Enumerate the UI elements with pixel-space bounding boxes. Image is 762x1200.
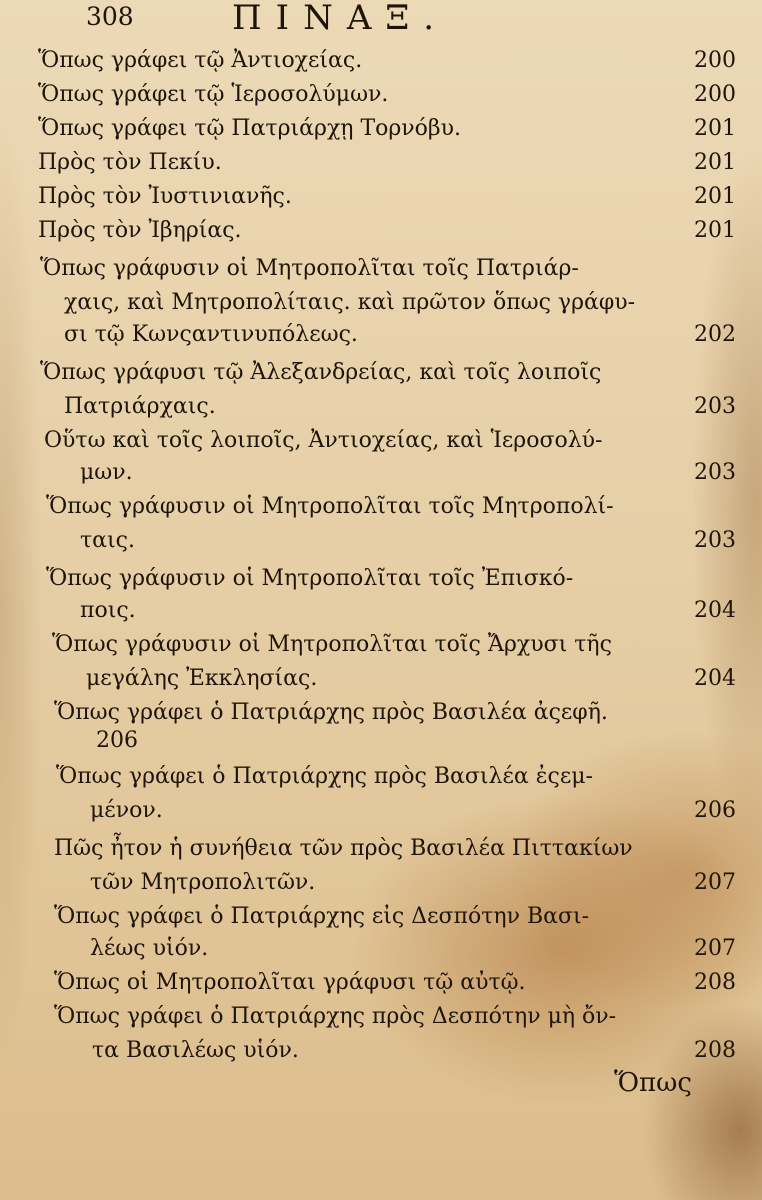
toc-entry: [0, 214, 762, 248]
entry-page-number: 208: [694, 1038, 736, 1063]
catchword: Ὅπως: [614, 1068, 692, 1098]
toc-entry-line: [0, 490, 762, 524]
entry-page-number: 206: [96, 728, 138, 753]
entry-text: Ὅπως γράφει ὁ Πατριάρχης πρὸς Βασιλέα ἀςεφῆ.: [54, 700, 608, 725]
entry-text: λέως υἱόν.: [90, 936, 209, 961]
entry-text: μένον.: [90, 798, 163, 823]
entry-text: Ὅπως γράφυσι τῷ Ἀλεξανδρείας, καὶ τοῖς λοιποῖς: [40, 360, 602, 385]
toc-entry-line: [0, 424, 762, 458]
entry-text: ποις.: [80, 598, 136, 623]
entry-page-number: 207: [694, 936, 736, 961]
running-title: ΠΙΝΑΞ.: [232, 0, 449, 38]
entry-page-number: 201: [694, 218, 736, 243]
entry-text: τῶν Μητροπολιτῶν.: [90, 870, 316, 895]
entry-text: χαις, καὶ Μητροπολίταις. καὶ πρῶτον ὅπως γράφυ-: [64, 290, 636, 315]
toc-entry-line: [0, 760, 762, 794]
entry-page-number: 201: [694, 150, 736, 175]
toc-entry: [0, 724, 762, 758]
toc-entry: [0, 1034, 762, 1068]
entry-text: Ὅπως γράφει τῷ Ἱεροσολύμων.: [38, 82, 389, 107]
entry-text: Ὅπως γράφει ὁ Πατριάρχης εἰς Δεσπότην Βασι-: [54, 904, 590, 929]
entry-text: Ὅπως γράφει ὁ Πατριάρχης πρὸς Δεσπότην μὴ ὄν-: [54, 1004, 617, 1029]
entry-page-number: 201: [694, 184, 736, 209]
toc-entry: [0, 594, 762, 628]
entry-text: ταις.: [80, 528, 135, 553]
entry-text: Πρὸς τὸν Πεκίυ.: [38, 150, 222, 175]
toc-entry: [0, 112, 762, 146]
toc-entry: [0, 524, 762, 558]
entry-page-number: 208: [694, 970, 736, 995]
entry-text: Ὅπως οἱ Μητροπολῖται γράφυσι τῷ αὐτῷ.: [54, 970, 526, 995]
entry-text: Ὅπως γράφυσιν οἱ Μητροπολῖται τοῖς Πατριάρ-: [40, 256, 579, 281]
entry-text: Ὅπως γράφει τῷ Ἀντιοχείας.: [38, 48, 363, 73]
toc-entry: [0, 390, 762, 424]
entry-text: Ὅπως γράφει ὁ Πατριάρχης πρὸς Βασιλέα ἐςεμ-: [56, 764, 593, 789]
toc-entry-line: [0, 356, 762, 390]
entry-page-number: 200: [694, 82, 736, 107]
entry-page-number: 204: [694, 598, 736, 623]
entry-text: Πατριάρχαις.: [64, 394, 216, 419]
entry-text: Οὕτω καὶ τοῖς λοιποῖς, Ἀντιοχείας, καὶ Ἱεροσολύ-: [44, 428, 603, 453]
toc-entry: [0, 662, 762, 696]
entry-text: Πρὸς τὸν Ἰβηρίας.: [38, 218, 242, 243]
toc-entry-line: [0, 286, 762, 320]
toc-entry: [0, 44, 762, 78]
entry-page-number: 200: [694, 48, 736, 73]
entry-text: Πρὸς τὸν Ἰυστινιανῆς.: [38, 184, 292, 209]
entry-page-number: 201: [694, 116, 736, 141]
entry-page-number: 203: [694, 394, 736, 419]
entry-page-number: 203: [694, 528, 736, 553]
entry-text: τα Βασιλέως υἱόν.: [92, 1038, 299, 1063]
entry-page-number: 206: [694, 798, 736, 823]
toc-entry: [0, 78, 762, 112]
entry-page-number: 204: [694, 666, 736, 691]
entry-page-number: 202: [694, 322, 736, 347]
entry-text: μων.: [80, 460, 133, 485]
toc-entry: [0, 146, 762, 180]
page-number: 308: [86, 2, 134, 31]
toc-entry-line: [0, 562, 762, 596]
toc-entry: [0, 966, 762, 1000]
entry-text: Ὅπως γράφει τῷ Πατριάρχῃ Τορνόβυ.: [38, 116, 462, 141]
toc-entry-line: [0, 1000, 762, 1034]
toc-entry: [0, 866, 762, 900]
toc-entry: [0, 794, 762, 828]
toc-entry-line: [0, 900, 762, 934]
toc-entry-line: [0, 252, 762, 286]
entry-page-number: 207: [694, 870, 736, 895]
toc-entry-line: [0, 832, 762, 866]
toc-entry: [0, 456, 762, 490]
entry-text: Ὅπως γράφυσιν οἱ Μητροπολῖται τοῖς Ἐπισκό-: [46, 566, 574, 591]
toc-entry: [0, 318, 762, 352]
toc-entry-line: [0, 628, 762, 662]
toc-entry: [0, 932, 762, 966]
entry-text: Ὅπως γράφυσιν οἱ Μητροπολῖται τοῖς Ἄρχυσι τῆς: [52, 632, 612, 657]
entry-page-number: 203: [694, 460, 736, 485]
toc-entry: [0, 180, 762, 214]
entry-text: Ὅπως γράφυσιν οἱ Μητροπολῖται τοῖς Μητροπολί-: [46, 494, 614, 519]
entry-text: σι τῷ Κωνςαντινυπόλεως.: [64, 322, 358, 347]
entry-text: μεγάλης Ἐκκλησίας.: [86, 666, 318, 691]
entry-text: Πῶς ἦτον ἡ συνήθεια τῶν πρὸς Βασιλέα Πιττακίων: [54, 836, 633, 861]
